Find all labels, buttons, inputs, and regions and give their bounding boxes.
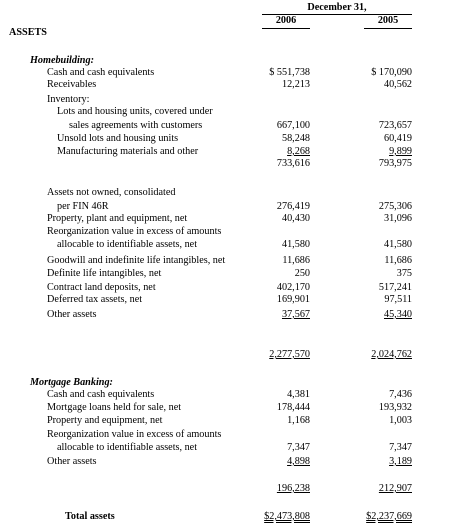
hb-ppe-2005: 31,096 (383, 213, 412, 224)
hb-inventory-label: Inventory: (47, 94, 90, 105)
hb-lots-2006: 667,100 (276, 120, 310, 131)
mb-cash-2005: 7,436 (389, 389, 412, 400)
hb-reorg-label: allocable to identifiable assets, net (57, 239, 198, 250)
hb-unsold-2005: 60,419 (383, 133, 412, 144)
hb-other-label: Other assets (47, 309, 97, 320)
mb-other-2005: 3,189 (389, 456, 412, 467)
hb-goodwill-label: Goodwill and indefinite life intangibles, net (47, 255, 226, 266)
hb-definite-2005: 375 (396, 268, 412, 279)
hb-subtotal-2006: 2,277,570 (269, 349, 310, 360)
hb-deferred-2005: 97,511 (384, 294, 412, 305)
mb-ppe-label: Property and equipment, net (47, 415, 163, 426)
mb-cash-label: Cash and cash equivalents (47, 389, 155, 400)
hb-deposits-label: Contract land deposits, net (47, 282, 156, 293)
mb-loans-2006: 178,444 (276, 402, 310, 413)
hb-lots-label: sales agreements with customers (69, 120, 203, 131)
hb-definite-label: Definite life intangibles, net (47, 268, 162, 279)
hb-materials-label: Manufacturing materials and other (57, 146, 199, 157)
homebuilding-title: Homebuilding: (30, 55, 94, 66)
hb-receivables-label: Receivables (47, 79, 97, 90)
hb-inventory-total-2005: 793,975 (378, 158, 412, 169)
mb-reorg-label-line1: Reorganization value in excess of amounts (47, 429, 222, 440)
hb-not-owned-2005: 275,306 (378, 201, 412, 212)
column-2005-underline (364, 28, 412, 29)
mb-reorg-label: allocable to identifiable assets, net (57, 442, 198, 453)
hb-goodwill-2005: 11,686 (384, 255, 412, 266)
hb-deposits-2006: 402,170 (276, 282, 310, 293)
mb-subtotal-2005: 212,907 (378, 483, 412, 494)
hb-materials-2005: 9,899 (389, 146, 412, 157)
hb-subtotal-2005: 2,024,762 (371, 349, 412, 360)
hb-lots-2005: 723,657 (378, 120, 412, 131)
hb-cash-label: Cash and cash equivalents (47, 67, 155, 78)
hb-materials-2006: 8,268 (287, 146, 310, 157)
hb-reorg-label-line1: Reorganization value in excess of amounts (47, 226, 222, 237)
mb-loans-label: Mortgage loans held for sale, net (47, 402, 182, 413)
assets-title: ASSETS (9, 27, 47, 38)
hb-deferred-2006: 169,901 (276, 294, 310, 305)
hb-not-owned-label: per FIN 46R (57, 201, 109, 212)
mb-reorg-2005: 7,347 (389, 442, 412, 453)
column-2006-underline (262, 28, 310, 29)
mb-other-2006: 4,898 (287, 456, 310, 467)
column-header-2005: 2005 (377, 15, 399, 26)
hb-ppe-label: Property, plant and equipment, net (47, 213, 188, 224)
hb-cash-2005: $ 170,090 (371, 67, 412, 78)
column-header-2006: 2006 (275, 15, 297, 26)
hb-receivables-2005: 40,562 (383, 79, 412, 90)
mb-cash-2006: 4,381 (287, 389, 310, 400)
mortgage-title: Mortgage Banking: (30, 377, 113, 388)
mb-ppe-2006: 1,168 (287, 415, 310, 426)
hb-goodwill-2006: 11,686 (282, 255, 310, 266)
mb-ppe-2005: 1,003 (389, 415, 412, 426)
hb-deferred-label: Deferred tax assets, net (47, 294, 143, 305)
total-assets-2006: $2,473,808 (264, 511, 310, 522)
hb-reorg-2006: 41,580 (281, 239, 310, 250)
mb-other-label: Other assets (47, 456, 97, 467)
total-assets-label: Total assets (65, 511, 115, 522)
hb-inventory-total-2006: 733,616 (276, 158, 310, 169)
hb-receivables-2006: 12,213 (281, 79, 310, 90)
hb-ppe-2006: 40,430 (281, 213, 310, 224)
hb-unsold-label: Unsold lots and housing units (57, 133, 179, 144)
hb-reorg-2005: 41,580 (383, 239, 412, 250)
hb-lots-label-line1: Lots and housing units, covered under (57, 106, 213, 117)
hb-other-2005: 45,340 (383, 309, 412, 320)
mb-subtotal-2006: 196,238 (276, 483, 310, 494)
hb-cash-2006: $ 551,738 (269, 67, 310, 78)
hb-not-owned-2006: 276,419 (276, 201, 310, 212)
hb-definite-2006: 250 (294, 268, 310, 279)
hb-deposits-2005: 517,241 (378, 282, 412, 293)
mb-reorg-2006: 7,347 (287, 442, 310, 453)
hb-other-2006: 37,567 (281, 309, 310, 320)
hb-not-owned-label-line1: Assets not owned, consolidated (47, 187, 176, 198)
period-header: December 31, (307, 2, 367, 13)
mb-loans-2005: 193,932 (378, 402, 412, 413)
total-assets-2005: $2,237,669 (366, 511, 412, 522)
hb-unsold-2006: 58,248 (281, 133, 310, 144)
